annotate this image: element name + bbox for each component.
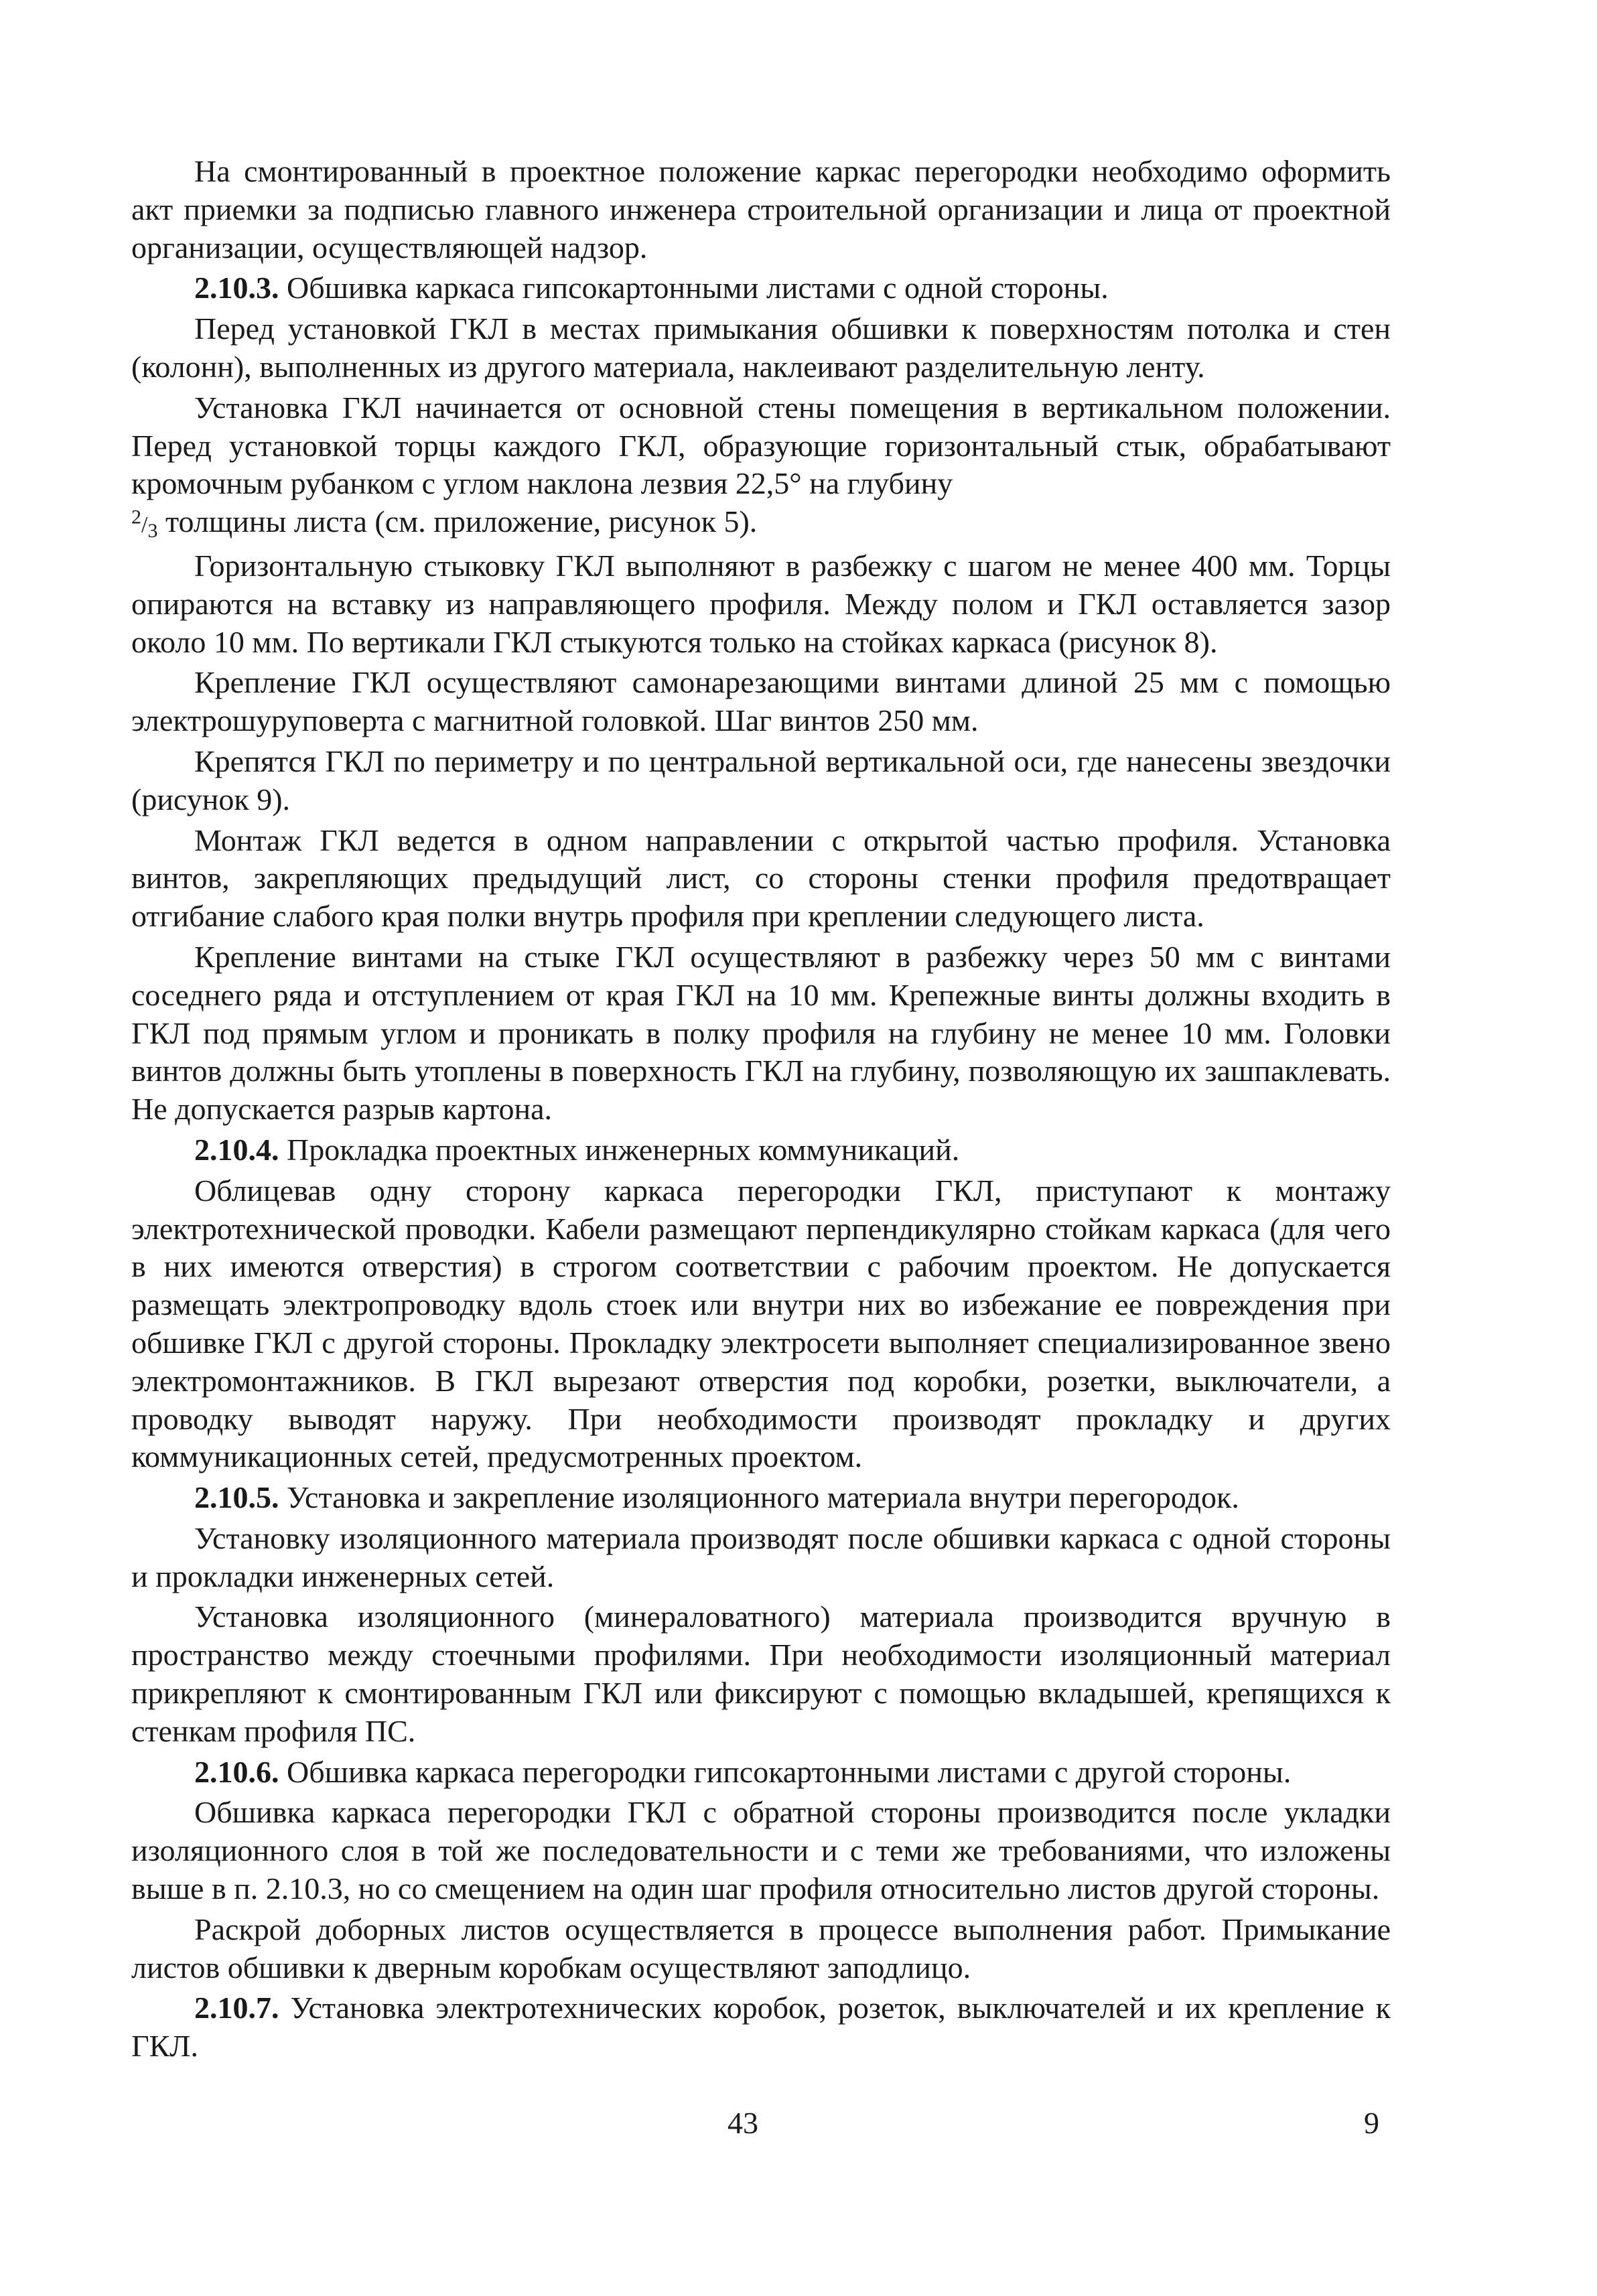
paragraph-fastening-screws: Крепление ГКЛ осуществляют самонарезающими винтами длиной 25 мм с помощью электрошуруповерта с магнитной головкой. Шаг винтов 250 мм. [131, 665, 1391, 738]
paragraph-insulation-order: Установку изоляционного материала производят после обшивки каркаса с одной стороны и прокладки инженерных сетей. [131, 1520, 1391, 1593]
section-title: Обшивка каркаса гипсокартонными листами с одной стороны. [279, 271, 1109, 305]
paragraph-installation-start: Установка ГКЛ начинается от основной стены помещения в вертикальном положении. Перед установкой торцы каждого ГКЛ, образующие горизонтальный стык, обрабатывают кромочным рубанком с углом наклона лезвия 22,5° на глубину $^2/_3$ толщины листа (см. приложение, рисунок 5). [131, 390, 1391, 542]
section-number: 2.10.3. [194, 271, 279, 305]
section-number: 2.10.5. [194, 1480, 279, 1515]
page-number-right: 9 [1364, 2106, 1379, 2140]
paragraph-separation-tape: Перед установкой ГКЛ в местах примыкания обшивки к поверхностям потолка и стен (колонн), выполненных из другого материала, наклеивают разделительную ленту. [131, 311, 1391, 384]
section-2-10-3-heading [131, 269, 1391, 307]
page-number-center: 43 [727, 2106, 758, 2140]
section-number: 2.10.4. [194, 1132, 279, 1167]
section-title: Прокладка проектных инженерных коммуникаций. [279, 1132, 960, 1167]
section-number: 2.10.7. [194, 1991, 279, 2025]
section-title: Установка и закрепление изоляционного материала внутри перегородок. [279, 1480, 1239, 1515]
section-2-10-6-heading [131, 1753, 1391, 1792]
section-2-10-5-heading [131, 1479, 1391, 1517]
paragraph-horizontal-joint: Горизонтальную стыковку ГКЛ выполняют в разбежку с шагом не менее 400 мм. Торцы опираются на вставку из направляющего профиля. Между полом и ГКЛ оставляется зазор около 10 мм. По вертикали ГКЛ стыкуются только на стойках каркаса (рисунок 8). [131, 548, 1391, 659]
document-body [131, 153, 1391, 2068]
fraction-two-thirds: $^2/_3$ [131, 506, 158, 542]
section-number: 2.10.6. [194, 1754, 279, 1789]
paragraph-reverse-side: Обшивка каркаса перегородки ГКЛ с обратной стороны производится после укладки изоляционного слоя в той же последовательности и с теми же требованиями, что изложены выше в п. 2.10.3, но со смещением на один шаг профиля относительно листов другой стороны. [131, 1795, 1391, 1906]
paragraph-electrical-wiring: Облицевав одну сторону каркаса перегородки ГКЛ, приступают к монтажу электротехнической проводки. Кабели размещают перпендикулярно стойкам каркаса (для чего в них имеются отверстия) в строгом соответствии с рабочим проектом. Не допускается размещать электропроводку вдоль стоек или внутри них во избежание ее повреждения при обшивке ГКЛ с другой стороны. Прокладку электросети выполняет специализированное звено электромонтажников. В ГКЛ вырезают отверстия под коробки, розетки, выключатели, а проводку выводят наружу. При необходимости производят прокладку и других коммуникационных сетей, предусмотренных проектом. [131, 1173, 1391, 1474]
section-title: Обшивка каркаса перегородки гипсокартонными листами с другой стороны. [279, 1754, 1292, 1789]
paragraph-mounting-direction: Монтаж ГКЛ ведется в одном направлении с открытой частью профиля. Установка винтов, закрепляющих предыдущий лист, со стороны стенки профиля предотвращает отгибание слабого края полки внутрь профиля при креплении следующего листа. [131, 822, 1391, 934]
paragraph-perimeter-fastening: Крепятся ГКЛ по периметру и по центральной вертикальной оси, где нанесены звездочки (рисунок 9). [131, 743, 1391, 816]
section-2-10-4-heading [131, 1131, 1391, 1169]
paragraph-joint-screws: Крепление винтами на стыке ГКЛ осуществляют в разбежку через 50 мм с винтами соседнего ряда и отступлением от края ГКЛ на 10 мм. Крепежные винты должны входить в ГКЛ под прямым углом и проникать в полку профиля на глубину не менее 10 мм. Головки винтов должны быть утоплены в поверхность ГКЛ на глубину, позволяющую их зашпаклевать. Не допускается разрыв картона. [131, 939, 1391, 1127]
paragraph-insulation-install: Установка изоляционного (минераловатного) материала производится вручную в пространство между стоечными профилями. При необходимости изоляционный материал прикрепляют к смонтированным ГКЛ или фиксируют с помощью вкладышей, крепящихся к стенкам профиля ПС. [131, 1599, 1391, 1748]
section-2-10-7-heading [131, 1989, 1391, 2066]
paragraph-cutting-sheets: Раскрой доборных листов осуществляется в процессе выполнения работ. Примыкание листов обшивки к дверным коробкам осуществляют заподлицо. [131, 1912, 1391, 1985]
paragraph-acceptance-act: На смонтированный в проектное положение каркас перегородки необходимо оформить акт приемки за подписью главного инженера строительной организации и лица от проектной организации, осуществляющей надзор. [131, 154, 1391, 265]
section-title: Установка электротехнических коробок, розеток, выключателей и их крепление к ГКЛ. [131, 1991, 1391, 2064]
